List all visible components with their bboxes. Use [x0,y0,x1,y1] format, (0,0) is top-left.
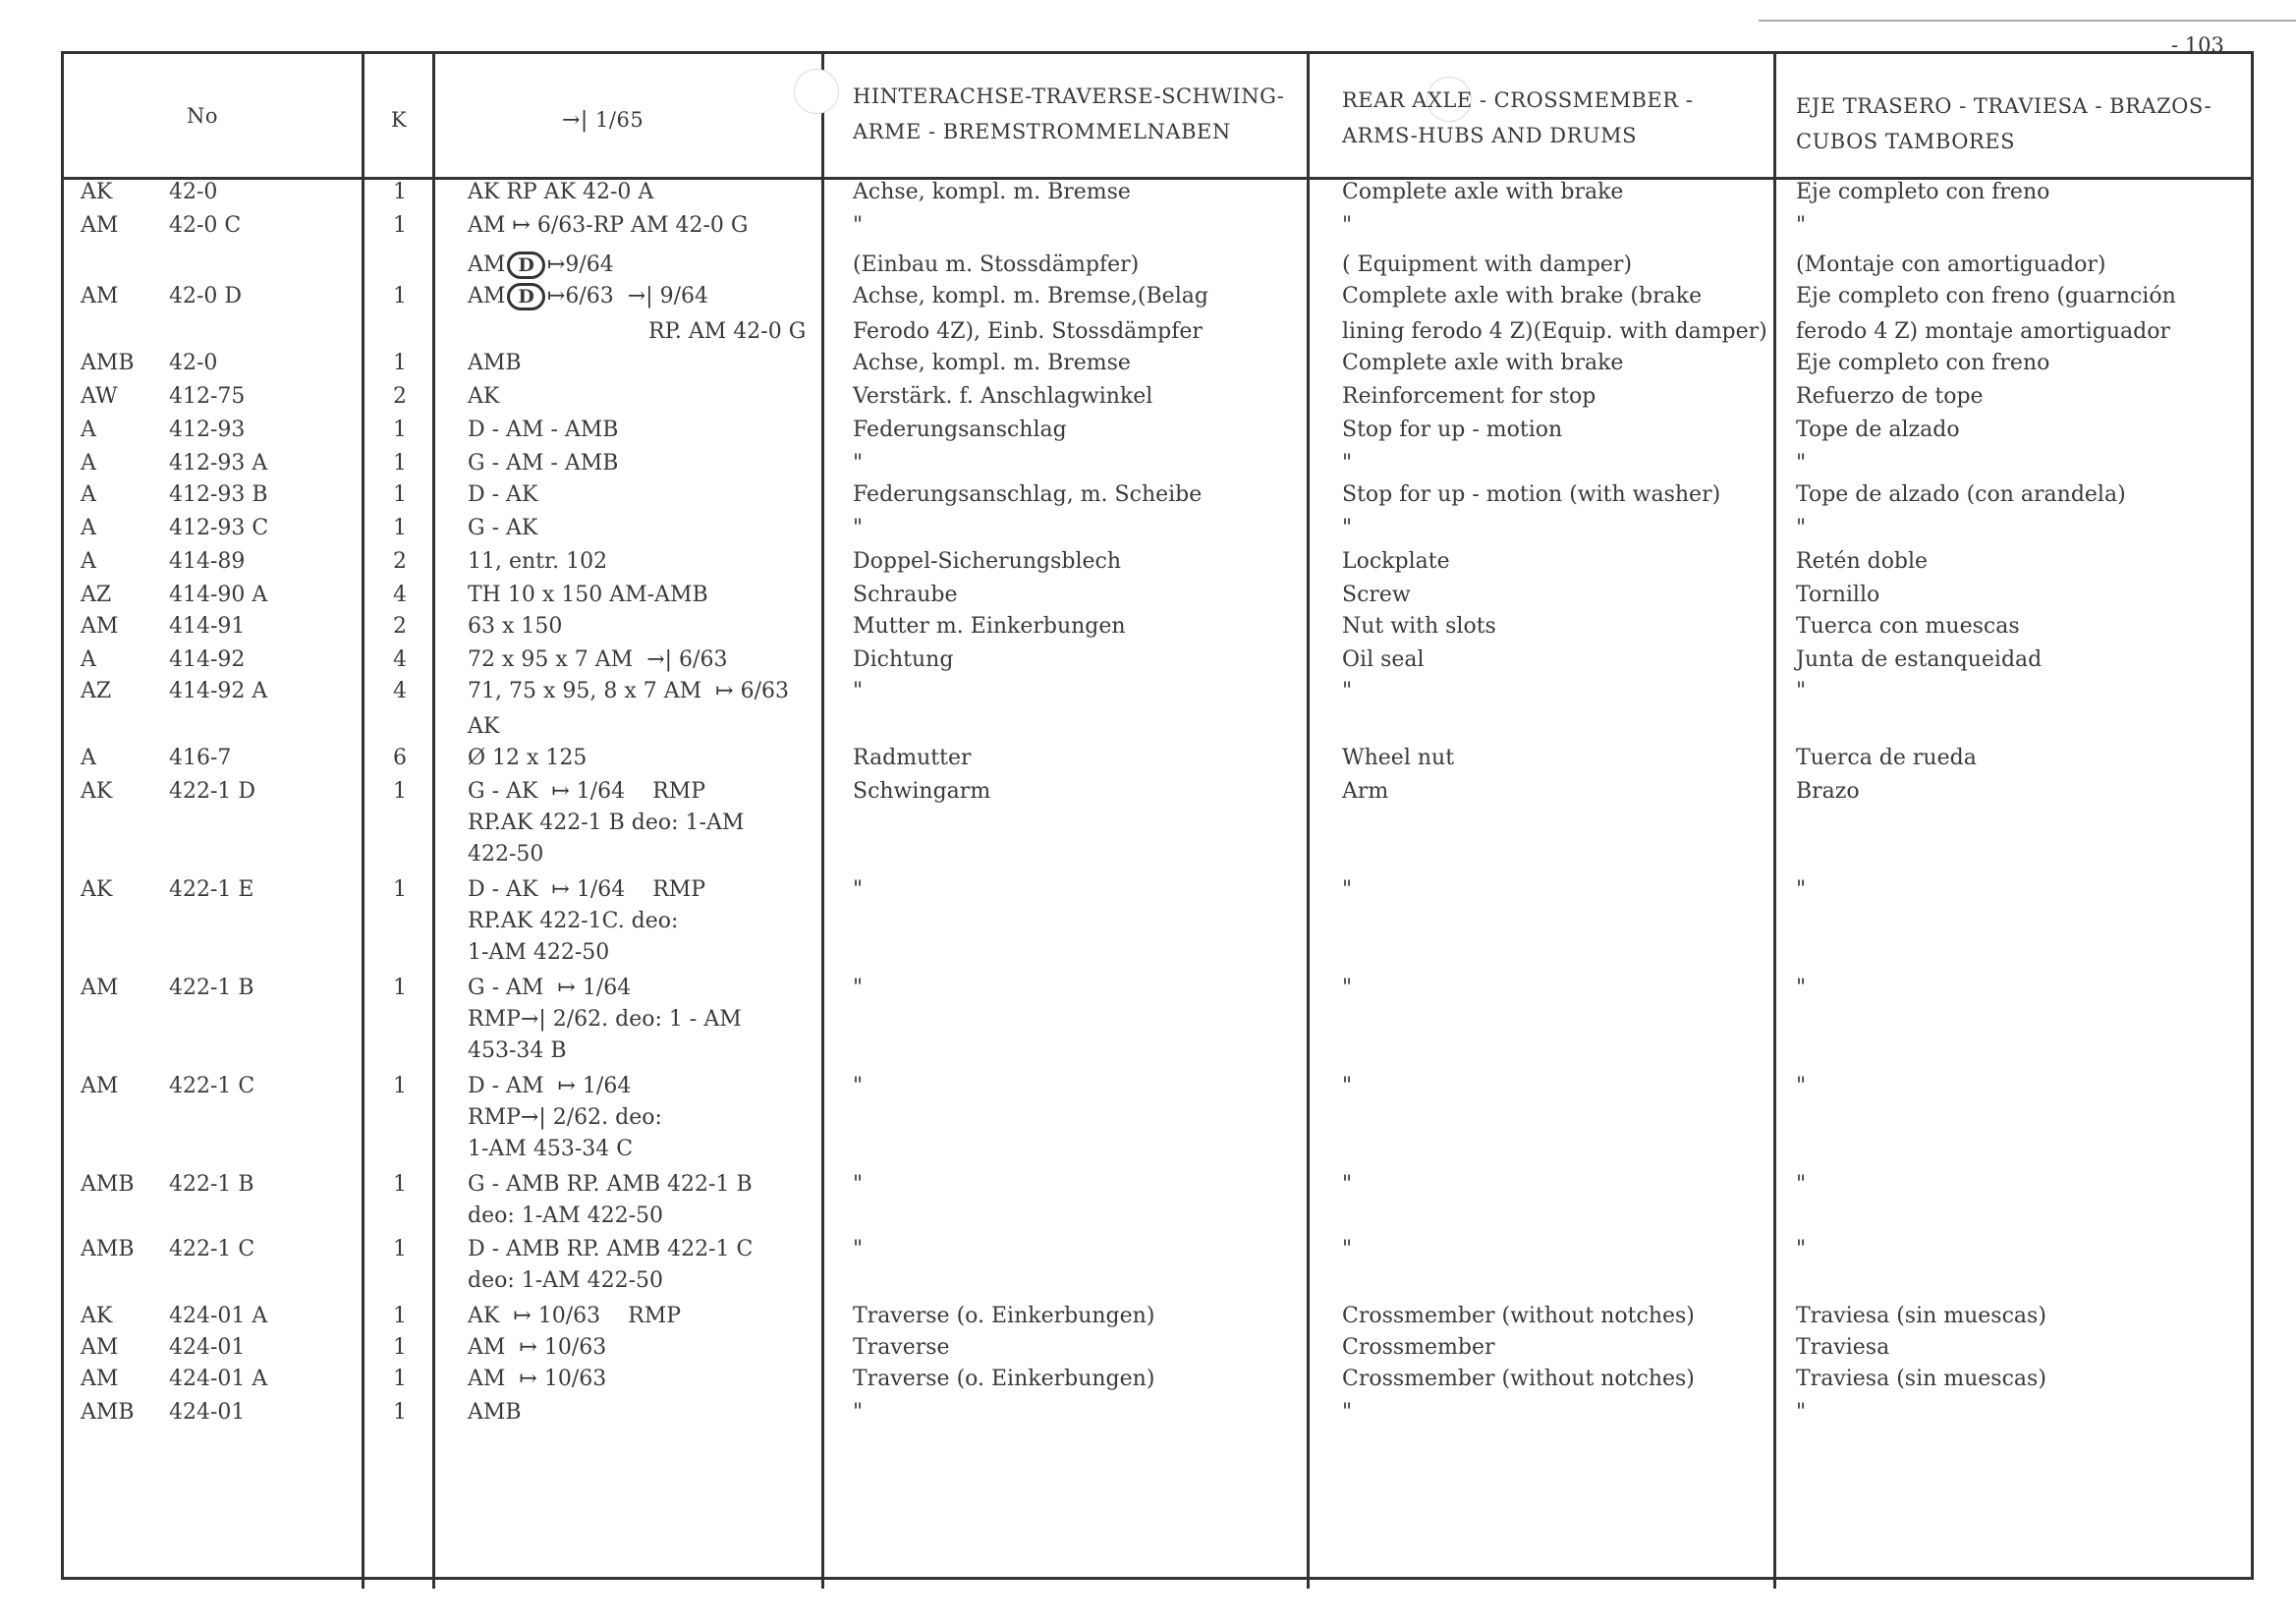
description-english: " [1342,877,1353,902]
reference-text: RMP [652,877,706,902]
reference-text: 6/63 [679,647,728,672]
quantity: 1 [393,976,407,1000]
reference-text: G - AK [468,779,538,804]
description-spanish: " [1796,213,1807,238]
quantity: 2 [393,549,407,574]
part-number: 422-1 B [169,1172,254,1197]
header-no: No [187,104,219,128]
part-number: 422-1 C [169,1237,255,1261]
reference-note [468,710,499,743]
description-spanish: " [1796,1074,1807,1098]
page-number: - 103 [2171,33,2224,57]
part-prefix: A [81,647,96,672]
quantity: 1 [393,180,407,204]
description-english: " [1342,976,1353,1000]
part-number: 424-01 [169,1400,246,1425]
reference-note [468,1101,662,1134]
quantity: 1 [393,877,407,902]
reference-note [468,644,727,676]
reference-text: AM [468,284,506,308]
quantity: 4 [393,679,407,703]
reference-text: AM [468,252,506,277]
reference-text: RMP [468,1105,521,1130]
part-number: 414-89 [169,549,246,574]
reference-note [468,380,499,413]
part-number: 414-92 A [169,679,268,703]
damper-badge-icon: D [507,283,544,310]
reference-text: G - AK [468,516,538,540]
part-prefix: AMB [81,351,135,375]
damper-badge-icon: D [507,252,544,279]
column-divider [1307,51,1310,1589]
quantity: 1 [393,779,407,804]
part-prefix: AK [81,1304,113,1328]
page-top-rule [1759,20,2296,22]
description-german: " [853,1400,864,1425]
reference-text: TH 10 x 150 AM-AMB [468,583,708,607]
quantity: 1 [393,1304,407,1328]
reference-note [468,249,614,281]
description-spanish: ferodo 4 Z) montaje amortiguador [1796,319,2170,344]
reference-note [468,478,537,511]
part-prefix: AK [81,877,113,902]
reference-text: 1/64 [582,1074,632,1098]
quantity: 1 [393,1335,407,1360]
column-divider [1773,51,1776,1589]
description-german: Radmutter [853,746,972,770]
quantity: 1 [393,284,407,308]
quantity: 1 [393,1074,407,1098]
description-german: " [853,1172,864,1197]
part-prefix: AK [81,180,113,204]
description-english: Arm [1342,779,1389,804]
reference-note [468,209,748,242]
reference-note [468,775,705,808]
description-spanish: Eje completo con freno (guarnción [1796,284,2176,308]
until-arrow-icon: →| [627,284,653,308]
part-number: 42-0 C [169,213,242,238]
part-number: 422-1 B [169,976,254,1000]
reference-note [468,447,618,479]
description-english: " [1342,451,1353,476]
reference-note [468,176,653,208]
part-prefix: AM [81,614,119,639]
reference-text: 63 x 150 [468,614,563,639]
from-arrow-icon: ↦ [551,779,570,804]
description-spanish: " [1796,516,1807,540]
quantity: 1 [393,1400,407,1425]
description-spanish: Retén doble [1796,549,1929,574]
part-number: 42-0 D [169,284,243,308]
description-spanish: Tope de alzado (con arandela) [1796,482,2126,507]
reference-text: AK RP AK 42-0 A [468,180,654,204]
until-arrow-icon: →| [562,108,588,133]
description-english: Complete axle with brake [1342,351,1624,375]
reference-note [468,414,618,446]
reference-note [468,1168,753,1201]
description-spanish: Eje completo con freno [1796,180,2050,204]
reference-text: RMP [652,779,706,804]
description-spanish: " [1796,451,1807,476]
description-spanish: Junta de estanqueidad [1796,647,2043,672]
part-number: 416-7 [169,746,232,770]
header-k: K [391,108,408,132]
reference-note [468,512,537,544]
description-german: Traverse [853,1335,950,1360]
reference-text: AK [468,1304,500,1328]
reference-note [468,905,678,937]
column-divider [362,51,364,1589]
reference-text: 6/63-RP AM 42-0 G [536,213,749,238]
description-spanish: Traviesa [1796,1335,1890,1360]
punch-hole [794,69,839,114]
reference-text: 1-AM 453-34 C [468,1137,634,1161]
reference-note [468,1331,606,1364]
until-arrow-icon: →| [646,647,673,672]
description-german: Federungsanschlag, m. Scheibe [853,482,1203,507]
from-arrow-icon: ↦ [513,1304,532,1328]
part-number: 422-1 E [169,877,254,902]
from-arrow-icon: ↦ [557,1074,576,1098]
part-prefix: AZ [81,583,112,607]
description-english: " [1342,1074,1353,1098]
description-spanish: Traviesa (sin muescas) [1796,1304,2046,1328]
part-number: 412-93 C [169,516,269,540]
quantity: 2 [393,614,407,639]
description-english: " [1342,1237,1353,1261]
quantity: 1 [393,418,407,442]
description-spanish: Brazo [1796,779,1860,804]
part-number: 414-92 [169,647,246,672]
reference-text: Ø 12 x 125 [468,746,588,770]
reference-text: AM [468,1367,506,1391]
description-german: " [853,1237,864,1261]
quantity: 1 [393,1237,407,1261]
from-arrow-icon: ↦ [551,877,570,902]
description-spanish: (Montaje con amortiguador) [1796,252,2106,277]
from-arrow-icon: ↦ [519,1367,537,1391]
quantity: 1 [393,213,407,238]
reference-text: 422-50 [468,842,544,867]
description-english: " [1342,679,1353,703]
reference-text: 10/63 [543,1335,607,1360]
from-arrow-icon: ↦ [715,679,734,703]
until-arrow-icon: →| [520,1007,546,1032]
reference-note [468,1363,606,1395]
part-number: 412-75 [169,384,246,409]
reference-note [468,1133,633,1165]
reference-note [468,838,543,870]
quantity: 4 [393,583,407,607]
description-spanish: " [1796,1172,1807,1197]
description-spanish: Refuerzo de tope [1796,384,1984,409]
description-german: Traverse (o. Einkerbungen) [853,1304,1155,1328]
reference-text: D - AK [468,877,538,902]
part-prefix: AW [81,384,118,409]
reference-text: G - AM [468,976,544,1000]
part-prefix: A [81,746,96,770]
quantity: 1 [393,451,407,476]
header-english: REAR AXLE - CROSSMEMBER - ARMS-HUBS AND DRUMS [1342,88,1694,147]
reference-text: 1/64 [576,779,626,804]
reference-text: D - AM [468,1074,544,1098]
reference-text: 11, entr. 102 [468,549,608,574]
description-english: Screw [1342,583,1411,607]
reference-note [468,873,705,906]
part-prefix: AM [81,284,119,308]
reference-note [468,1300,681,1332]
from-arrow-icon: ↦ [519,1335,537,1360]
reference-text: 9/64 [659,284,709,308]
part-number: 424-01 [169,1335,246,1360]
description-english: Crossmember (without notches) [1342,1304,1695,1328]
description-spanish: " [1796,976,1807,1000]
part-prefix: AM [81,976,119,1000]
part-number: 422-1 D [169,779,256,804]
reference-text: 72 x 95 x 7 AM [468,647,634,672]
reference-text: RP.AK 422-1 B deo: 1-AM [468,811,745,835]
reference-text: D - AK [468,482,538,507]
reference-note [468,1003,742,1036]
description-english: ( Equipment with damper) [1342,252,1633,277]
description-spanish: Traviesa (sin muescas) [1796,1367,2046,1391]
reference-text: D - AMB RP. AMB 422-1 C [468,1237,754,1261]
part-prefix: A [81,451,96,476]
description-english: " [1342,213,1353,238]
part-prefix: AM [81,1335,119,1360]
reference-text: AK [468,714,500,739]
description-english: Crossmember (without notches) [1342,1367,1695,1391]
reference-text: G - AM - AMB [468,451,619,476]
description-spanish: " [1796,1237,1807,1261]
header-validity: →| 1/65 [562,108,644,133]
description-english: " [1342,1400,1353,1425]
description-german: " [853,679,864,703]
part-number: 42-0 [169,351,218,375]
reference-text: AM [468,213,506,238]
from-arrow-icon: ↦ [546,284,566,308]
column-divider [432,51,435,1589]
reference-text: D - AM - AMB [468,418,619,442]
reference-text: AM [468,1335,506,1360]
description-english: Crossmember [1342,1335,1495,1360]
reference-text: 9/64 [565,252,614,277]
description-spanish: Eje completo con freno [1796,351,2050,375]
part-prefix: AZ [81,679,112,703]
description-english: Lockplate [1342,549,1450,574]
description-spanish: " [1796,679,1807,703]
description-german: Schwingarm [853,779,991,804]
part-prefix: A [81,418,96,442]
from-arrow-icon: ↦ [546,252,566,277]
reference-note [468,1070,631,1102]
header-spanish: EJE TRASERO - TRAVIESA - BRAZOS- CUBOS TAMBORES [1796,94,2212,153]
description-spanish: " [1796,1400,1807,1425]
quantity: 1 [393,1172,407,1197]
reference-note [468,347,522,379]
reference-text: 71, 75 x 95, 8 x 7 AM [468,679,702,703]
part-prefix: AK [81,779,113,804]
part-number: 42-0 [169,180,218,204]
description-english: Stop for up - motion (with washer) [1342,482,1721,507]
reference-text: 2/62. deo: 1 - AM [552,1007,742,1032]
description-german: Ferodo 4Z), Einb. Stossdämpfer [853,319,1203,344]
part-number: 424-01 A [169,1367,268,1391]
description-english: Wheel nut [1342,746,1455,770]
description-german: Federungsanschlag [853,418,1067,442]
until-arrow-icon: →| [520,1105,546,1130]
description-german: " [853,877,864,902]
description-english: " [1342,1172,1353,1197]
description-german: Achse, kompl. m. Bremse [853,180,1131,204]
reference-note [468,675,789,707]
quantity: 6 [393,746,407,770]
description-german: Traverse (o. Einkerbungen) [853,1367,1155,1391]
part-prefix: A [81,549,96,574]
description-english: Complete axle with brake (brake [1342,284,1703,308]
part-number: 412-93 A [169,451,268,476]
reference-text: AMB [468,1400,522,1425]
reference-text: RMP [468,1007,521,1032]
reference-text: AMB [468,351,522,375]
header-german: HINTERACHSE-TRAVERSE-SCHWING- ARME - BREMSTROMMELNABEN [853,84,1285,143]
part-prefix: AMB [81,1237,135,1261]
quantity: 1 [393,482,407,507]
column-divider [821,51,824,1589]
from-arrow-icon: ↦ [557,976,576,1000]
part-prefix: A [81,482,96,507]
part-number: 414-91 [169,614,246,639]
description-german: Achse, kompl. m. Bremse,(Belag [853,284,1208,308]
part-prefix: AMB [81,1400,135,1425]
reference-note [468,579,708,611]
description-english: lining ferodo 4 Z)(Equip. with damper) [1342,319,1767,344]
description-english: " [1342,516,1353,540]
quantity: 1 [393,1367,407,1391]
description-english: Complete axle with brake [1342,180,1624,204]
description-german: Verstärk. f. Anschlagwinkel [853,384,1153,409]
part-number: 412-93 [169,418,246,442]
part-prefix: AM [81,1367,119,1391]
reference-text: 10/63 [537,1304,601,1328]
part-prefix: AM [81,213,119,238]
reference-note [468,1264,663,1297]
description-german: Dichtung [853,647,954,672]
reference-text: RMP [628,1304,682,1328]
reference-note [468,1200,663,1232]
part-number: 422-1 C [169,1074,255,1098]
part-prefix: AMB [81,1172,135,1197]
quantity: 1 [393,516,407,540]
reference-note [468,1233,753,1265]
reference-text: 10/63 [543,1367,607,1391]
description-german: (Einbau m. Stossdämpfer) [853,252,1140,277]
description-german: " [853,1074,864,1098]
quantity: 1 [393,351,407,375]
reference-text: RP.AK 422-1C. deo: [468,909,679,933]
from-arrow-icon: ↦ [512,213,531,238]
quantity: 4 [393,647,407,672]
reference-text: deo: 1-AM 422-50 [468,1268,664,1293]
reference-text: 6/63 [565,284,614,308]
description-english: Stop for up - motion [1342,418,1563,442]
description-german: Schraube [853,583,958,607]
reference-text: 1/64 [576,877,626,902]
reference-note [468,936,609,969]
part-number: 424-01 A [169,1304,268,1328]
part-prefix: A [81,516,96,540]
reference-note [468,1396,522,1428]
description-german: " [853,516,864,540]
quantity: 2 [393,384,407,409]
description-spanish: Tuerca con muescas [1796,614,2020,639]
description-spanish: " [1796,877,1807,902]
description-english: Oil seal [1342,647,1425,672]
reference-text: 1-AM 422-50 [468,940,610,965]
reference-text: AK [468,384,500,409]
part-prefix: AM [81,1074,119,1098]
reference-text: 453-34 B [468,1038,567,1063]
reference-note [468,742,587,774]
description-german: " [853,451,864,476]
description-english: Reinforcement for stop [1342,384,1596,409]
part-number: 412-93 B [169,482,268,507]
reference-text: deo: 1-AM 422-50 [468,1204,664,1228]
description-english: Nut with slots [1342,614,1496,639]
description-spanish: Tornillo [1796,583,1880,607]
reference-note [468,1035,567,1067]
reference-note [468,610,562,643]
description-spanish: Tuerca de rueda [1796,746,1977,770]
reference-note [648,315,806,348]
reference-note [468,280,708,312]
reference-text: 2/62. deo: [552,1105,662,1130]
description-german: " [853,213,864,238]
description-german: Mutter m. Einkerbungen [853,614,1126,639]
part-number: 414-90 A [169,583,268,607]
reference-note [468,807,744,839]
reference-text: 6/63 [740,679,789,703]
description-spanish: Tope de alzado [1796,418,1960,442]
description-german: Achse, kompl. m. Bremse [853,351,1131,375]
reference-text: 1/64 [582,976,632,1000]
description-german: Doppel-Sicherungsblech [853,549,1122,574]
reference-note [468,545,607,578]
description-german: " [853,976,864,1000]
reference-text: RP. AM 42-0 G [648,319,807,344]
reference-note [468,972,631,1004]
reference-text: G - AMB RP. AMB 422-1 B [468,1172,753,1197]
